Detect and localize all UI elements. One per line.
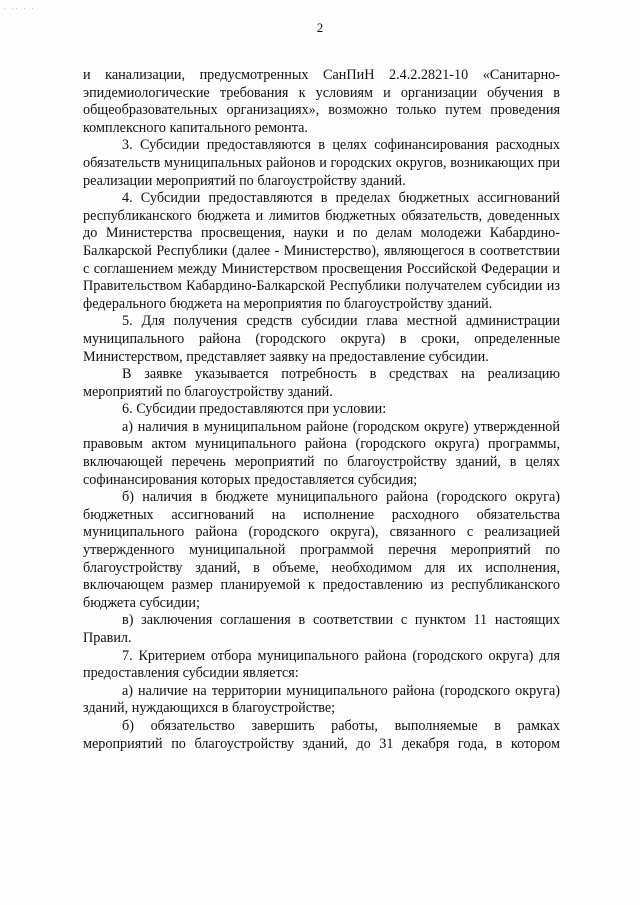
document-body [83, 67, 560, 753]
paragraph-application-content: В заявке указывается потребность в средствах на реализацию мероприятий по благоустройству зданий. [83, 366, 560, 400]
paragraph-item-7: 7. Критерием отбора муниципального района (городского округа) для предоставления субсидии является: [83, 647, 560, 682]
paragraph-item-4: 4. Субсидии предоставляются в пределах бюджетных ассигнований республиканского бюджета и лимитов бюджетных обязательств, доведенных до Министерства просвещения, науки и по делам молодежи Кабардино-Балкарской Республики (далее - Министерство), являющегося в соответствии с соглашением между Министерством просвещения Российской Федерации и Правительством Кабардино-Балкарской Республики получателем субсидии из федерального бюджета на мероприятия по благоустройству зданий. [83, 190, 560, 312]
paragraph-item-7a: а) наличие на территории муниципального района (городского округа) зданий, нуждающихся в благоустройстве; [83, 682, 560, 717]
paragraph-item-6b: б) наличия в бюджете муниципального района (городского округа) бюджетных ассигнований на исполнение расходного обязательства муниципального района (городского округа), связанного с реализацией утвержденного муниципальной программой перечня мероприятий по благоустройству зданий, в объеме, необходимом для их исполнения, включающем размер планируемой к предоставлению из республиканского бюджета субсидии; [83, 489, 560, 611]
paragraph-continuation: и канализации, предусмотренных СанПиН 2.4.2.2821-10 «Санитарно-эпидемиологические требования к условиям и организации обучения в общеобразовательных организациях», возможно только путем проведения комплексного капитального ремонта. [83, 67, 560, 136]
page-number: 2 [316, 20, 324, 35]
paragraph-item-5: 5. Для получения средств субсидии глава местной администрации муниципального района (городского округа) в сроки, определенные Министерством, представляет заявку на предоставление субсидии. [83, 313, 560, 365]
paragraph-item-7b: б) обязательство завершить работы, выполняемые в рамках мероприятий по благоустройству зданий, до 31 декабря года, в котором [83, 717, 560, 752]
paragraph-item-3: 3. Субсидии предоставляются в целях софинансирования расходных обязательств муниципальных районов и городских округов, возникающих при реализации мероприятий по благоустройству зданий. [83, 137, 560, 189]
scan-corner-mark: · ·· · · [4, 6, 36, 13]
paragraph-item-6a: а) наличия в муниципальном районе (городском округе) утвержденной правовым актом муниципального района (городского округа) программы, включающей перечень мероприятий по благоустройству зданий, в целях софинансирования которых предоставляется субсидия; [83, 418, 560, 488]
paragraph-item-6v: в) заключения соглашения в соответствии с пунктом 11 настоящих Правил. [83, 612, 560, 646]
paragraph-item-6: 6. Субсидии предоставляются при условии: [122, 401, 387, 418]
